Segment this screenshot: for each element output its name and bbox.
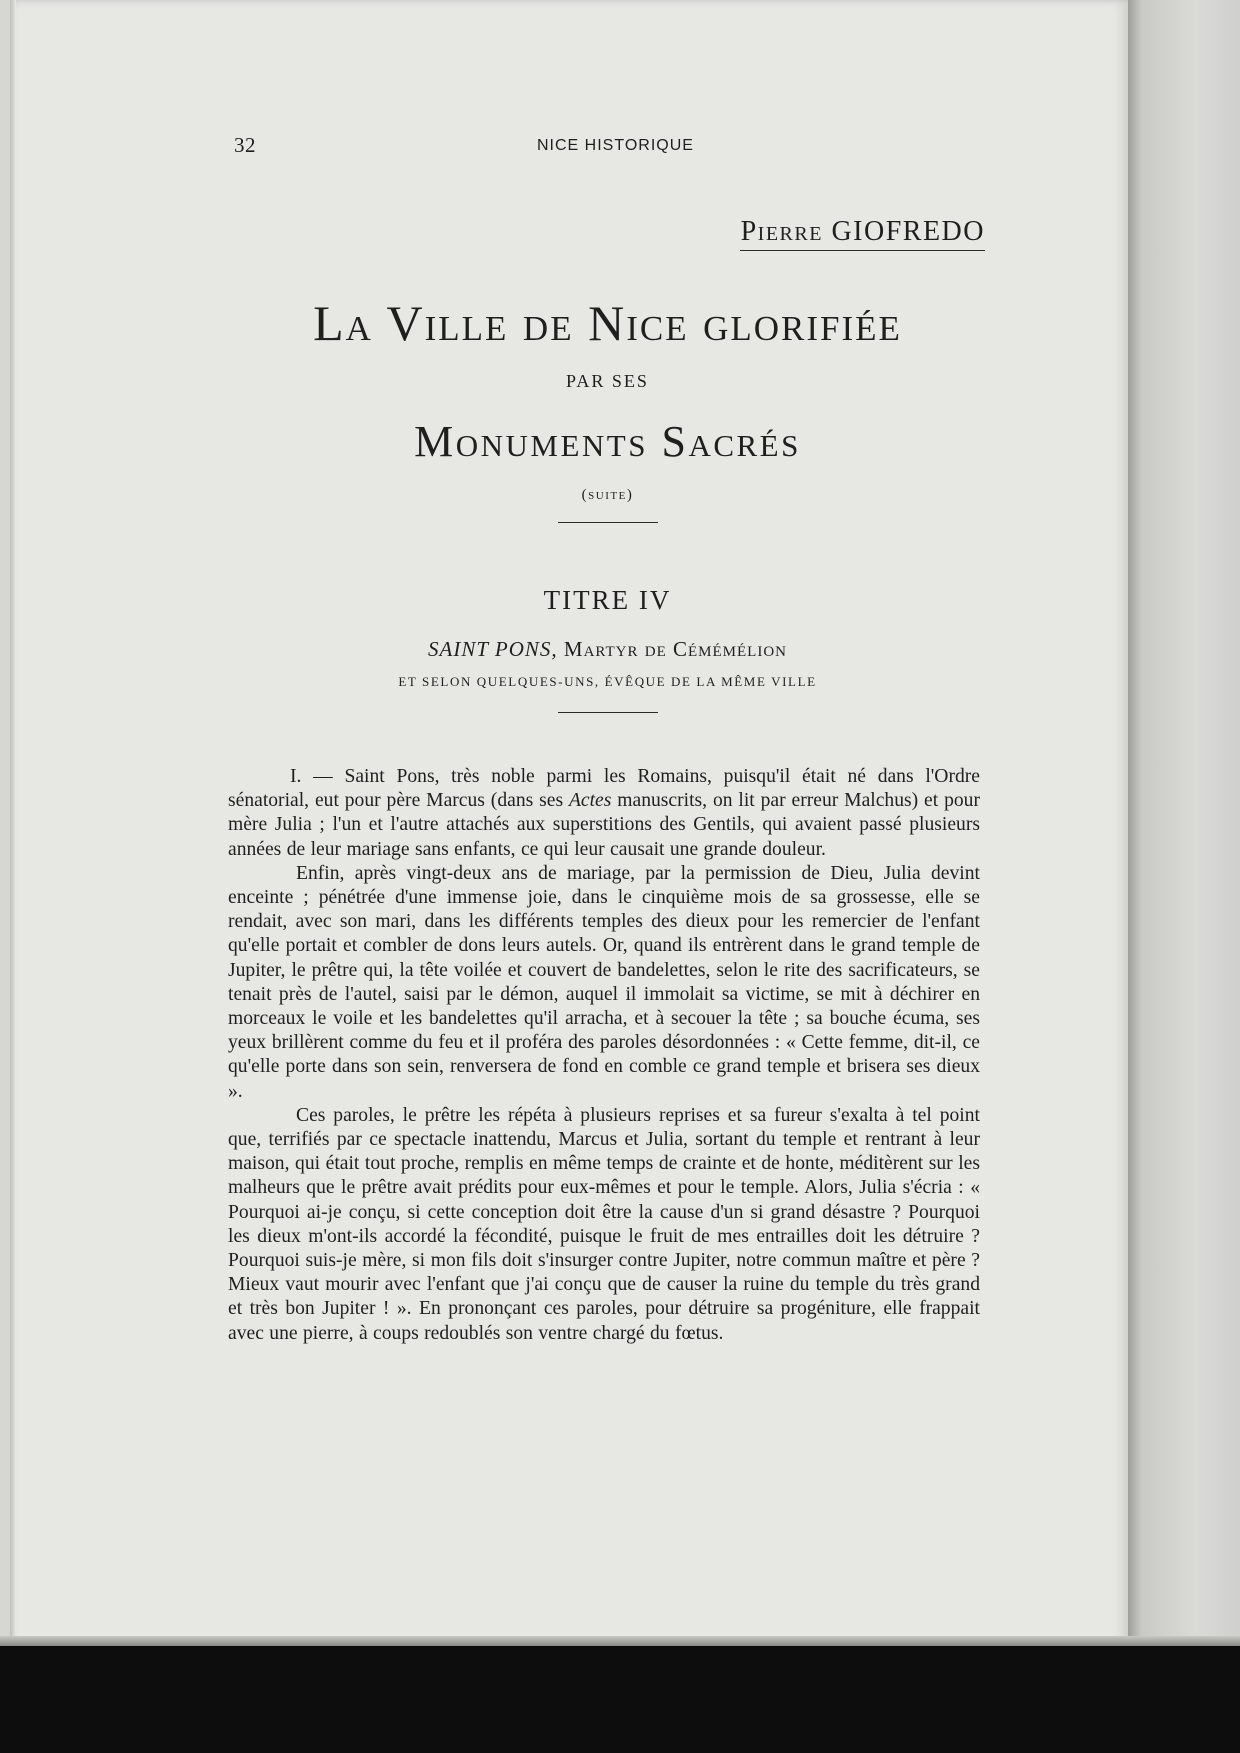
article-title: La Ville de Nice glorifiée	[313, 295, 902, 351]
body-text	[228, 765, 980, 1346]
divider-rule	[558, 522, 658, 523]
article-subtitle: Monuments Sacrés	[414, 417, 801, 466]
page-number: 32	[234, 133, 256, 157]
italic-text: Actes	[568, 790, 612, 812]
saint-description: Martyr de Cémémélion	[563, 637, 787, 661]
divider-rule	[558, 712, 658, 713]
section-heading: TITRE IV	[543, 585, 672, 615]
paragraph: Enfin, après vingt-deux ans de mariage, par la permission de Dieu, Julia devint enceinte ; pénétrée d'une immense joie, dans le cinquième mois de sa grossesse, elle se rendait, avec son mari, dans les différents temples des dieux pour les remercier de l'enfant qu'elle portait et combler de dons leurs autels. Or, quand ils entrèrent dans le grand temple de Jupiter, le prêtre qui, la tête voilée et couvert de bandelettes, selon le rite des sacrificateurs, se tenait près de l'autel, saisi par le démon, auquel il immolait sa victime, se mit à déchirer en morceaux le voile et les bandelettes qu'il arracha, et à secouer la tête ; sa bouche écuma, ses yeux brillèrent comme du feu et il proféra des paroles désordonnées : « Cette femme, dit-il, ce qu'elle porte dans son sein, renversera de fond en comble ce grand temple et brisera ses dieux ».	[228, 862, 980, 1102]
scan-bottom-border	[0, 1646, 1240, 1753]
title-connector: PAR SES	[566, 371, 649, 391]
author-name: Pierre GIOFREDO	[740, 216, 985, 251]
section-subheading	[230, 637, 985, 662]
page-edge-shadow	[10, 0, 16, 1646]
paragraph	[228, 765, 980, 862]
paragraph: Ces paroles, le prêtre les répéta à plusieurs reprises et sa fureur s'exalta à tel point que, terrifiés par ce spectacle inattendu, Marcus et Julia, sortant du temple et rentrant à leur maison, qui était tout proche, remplis en même temps de crainte et de honte, méditèrent sur les malheurs que le prêtre avait prédits pour eux-mêmes et pour le temple. Alors, Julia s'écria : « Pourquoi ai-je conçu, si cette conception doit être la cause d'un si grand désastre ? Pourquoi les dieux m'ont-ils accordé la fécondité, puisque le fruit de mes entrailles doit les détruire ? Pourquoi suis-je mère, si mon fils doit s'insurger contre Jupiter, notre commun maître et père ? Mieux vaut mourir avec l'enfant que j'ai conçu que de causer la ruine du temple du très grand et très bon Jupiter ! ». En prononçant ces paroles, pour détruire sa progéniture, elle frappait avec une pierre, à coups redoublés son ventre chargé du fœtus.	[228, 1104, 980, 1344]
scan-background-right	[1128, 0, 1240, 1753]
paragraph-text: manuscrits, on lit par erreur Malchus) et pour mère Julia ; l'un et l'autre attachés aux superstitions des Gentils, qui avaient passé plusieurs années de leur mariage sans enfants, ce qui leur causait une grande douleur.	[228, 790, 980, 860]
paragraph-text: I. — Saint Pons, très noble parmi les Romains, puisqu'il était né dans l'Ordre sénatorial, eut pour père Marcus (dans ses	[228, 766, 980, 812]
section-subheading-line2: ET SELON QUELQUES-UNS, ÉVÊQUE DE LA MÊME VILLE	[398, 674, 817, 689]
saint-name: SAINT PONS,	[428, 637, 558, 661]
continuation-note: (suite)	[581, 487, 634, 503]
running-head: NICE HISTORIQUE	[537, 137, 694, 154]
